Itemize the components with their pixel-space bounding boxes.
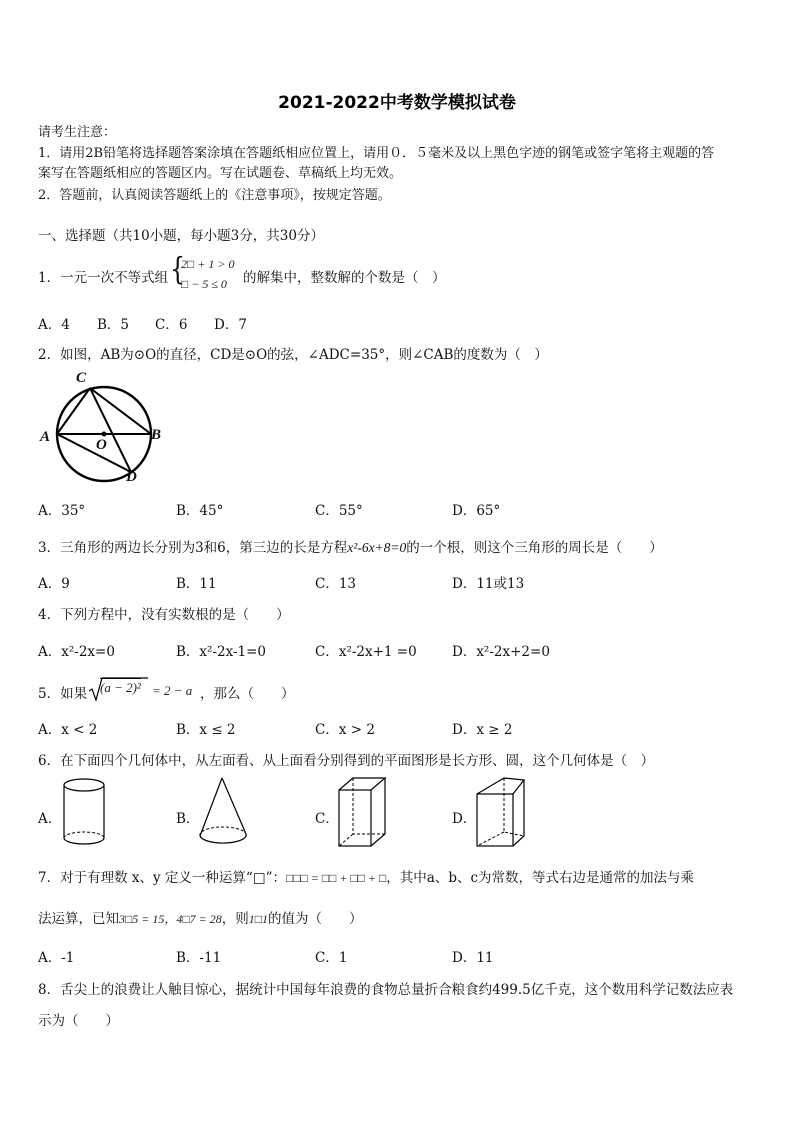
- q7-ask: 1□1: [248, 912, 268, 926]
- q8-line-2: 示为（ ）: [38, 1013, 119, 1029]
- q7-line-1: [38, 866, 694, 886]
- cuboid-icon: [336, 776, 392, 850]
- q7-given-2: ，4□7 = 28: [164, 912, 222, 926]
- q3-text-a: 3．三角形的两边长分别为3和6，第三边的长是方程: [38, 540, 348, 556]
- cone-icon: [196, 776, 256, 850]
- q7-text-b: ，其中a、b、c为常数，等式右边是通常的加法与乘: [386, 870, 695, 886]
- q5-option-c[interactable]: C．x > 2: [315, 722, 375, 738]
- q4-option-a[interactable]: A．x²-2x=0: [38, 644, 115, 660]
- q1-prefix: 1．一元一次不等式组: [38, 270, 169, 286]
- q7-line2-c: 的值为（ ）: [267, 911, 363, 927]
- label-c: C: [76, 370, 87, 386]
- q5-rhs: = 2 − a: [152, 683, 193, 698]
- q7-line-2: [38, 907, 362, 927]
- q1-option-b[interactable]: B．5: [97, 317, 130, 333]
- q1-option-c[interactable]: C．6: [155, 317, 188, 333]
- q6-option-b[interactable]: B．: [176, 811, 200, 827]
- section-heading: 一、选择题（共10小题，每小题3分，共30分）: [38, 228, 324, 244]
- q1-brace: {: [170, 250, 186, 288]
- q2-option-d[interactable]: D．65°: [452, 503, 501, 519]
- notice-line-1: 1．请用2B铅笔将选择题答案涂填在答题纸相应位置上，请用０．５毫米及以上黑色字迹的钢笔或签字笔将主观题的答: [38, 146, 715, 161]
- q1-inequality-2: □ − 5 ≤ 0: [181, 277, 227, 291]
- q6-text: 6．在下面四个几何体中，从左面看、从上面看分别得到的平面图形是长方形、圆，这个几何体是（ ）: [38, 753, 655, 769]
- label-d: D: [126, 469, 137, 485]
- q5-option-b[interactable]: B．x ≤ 2: [176, 722, 236, 738]
- notice-heading: 请考生注意：: [38, 125, 117, 140]
- q4-text: 4．下列方程中，没有实数根的是（ ）: [38, 607, 290, 623]
- q1-option-d[interactable]: D．7: [214, 317, 247, 333]
- segment-cb: [90, 388, 151, 434]
- chord-cd: [90, 388, 131, 472]
- q1-inequality-1: 2□ + 1 > 0: [181, 257, 235, 271]
- segment-ad: [57, 434, 131, 472]
- q5-option-a[interactable]: A．x < 2: [38, 722, 98, 738]
- q3-text: [38, 536, 663, 556]
- q4-option-b[interactable]: B．x²-2x-1=0: [176, 644, 267, 660]
- q7-option-a[interactable]: A．-1: [38, 950, 75, 966]
- q7-option-b[interactable]: B．-11: [176, 950, 222, 966]
- q2-option-c[interactable]: C．55°: [315, 503, 363, 519]
- q3-text-b: 的一个根，则这个三角形的周长是（ ）: [406, 540, 663, 556]
- q6-option-a[interactable]: A．: [38, 811, 62, 827]
- page-title: 2021-2022中考数学模拟试卷: [278, 93, 516, 113]
- q3-option-c[interactable]: C．13: [315, 576, 357, 592]
- q4-option-c[interactable]: C．x²-2x+1 =0: [315, 644, 417, 660]
- label-b: B: [151, 427, 162, 443]
- q1-suffix: 的解集中，整数解的个数是（ ）: [243, 270, 446, 286]
- q6-option-d[interactable]: D．: [452, 811, 477, 827]
- q3-option-a[interactable]: A．9: [38, 576, 70, 592]
- q5-radicand: (a − 2)²: [100, 680, 141, 695]
- q7-text-a: 7．对于有理数 x、y 定义一种运算“□”：: [38, 870, 286, 886]
- center-point: [102, 432, 107, 437]
- label-o: O: [96, 437, 107, 453]
- notice-line-3: 2．答题前，认真阅读答题纸上的《注意事项》，按规定答题。: [38, 188, 391, 203]
- q5-option-d[interactable]: D．x ≥ 2: [452, 722, 513, 738]
- q8-line-1: 8．舌尖上的浪费让人触目惊心，据统计中国每年浪费的食物总量折合粮食约499.5亿千克，这个数用科学记数法应表: [38, 982, 734, 998]
- q3-option-d[interactable]: D．11或13: [452, 576, 525, 592]
- q2-option-a[interactable]: A．35°: [38, 503, 86, 519]
- q3-equation: x²-6x+8=0: [347, 540, 407, 555]
- q7-given-1: 3□5 = 15: [119, 912, 165, 926]
- q5-prefix: 5．如果: [38, 686, 88, 702]
- cylinder-icon: [62, 778, 108, 848]
- q3-option-b[interactable]: B．11: [176, 576, 217, 592]
- q5-suffix: ，那么（ ）: [200, 686, 295, 702]
- notice-line-2: 案写在答题纸相应的答题区内。写在试题卷、草稿纸上均无效。: [38, 166, 403, 181]
- q2-text: 2．如图，AB为⊙O的直径，CD是⊙O的弦，∠ADC=35°，则∠CAB的度数为（ ）: [38, 347, 548, 363]
- q7-option-d[interactable]: D．11: [452, 950, 494, 966]
- q7-option-c[interactable]: C．1: [315, 950, 348, 966]
- q7-line2-a: 法运算，已知: [38, 911, 119, 927]
- q4-option-d[interactable]: D．x²-2x+2=0: [452, 644, 550, 660]
- q7-line2-b: ，则: [221, 911, 249, 927]
- q7-definition: □□□ = □□ + □□ + □: [285, 871, 387, 885]
- label-a: A: [40, 429, 51, 445]
- triangular-prism-icon: [474, 776, 532, 850]
- q1-option-a[interactable]: A．4: [38, 317, 70, 333]
- q2-option-b[interactable]: B．45°: [176, 503, 224, 519]
- q6-option-c[interactable]: C．: [315, 811, 339, 827]
